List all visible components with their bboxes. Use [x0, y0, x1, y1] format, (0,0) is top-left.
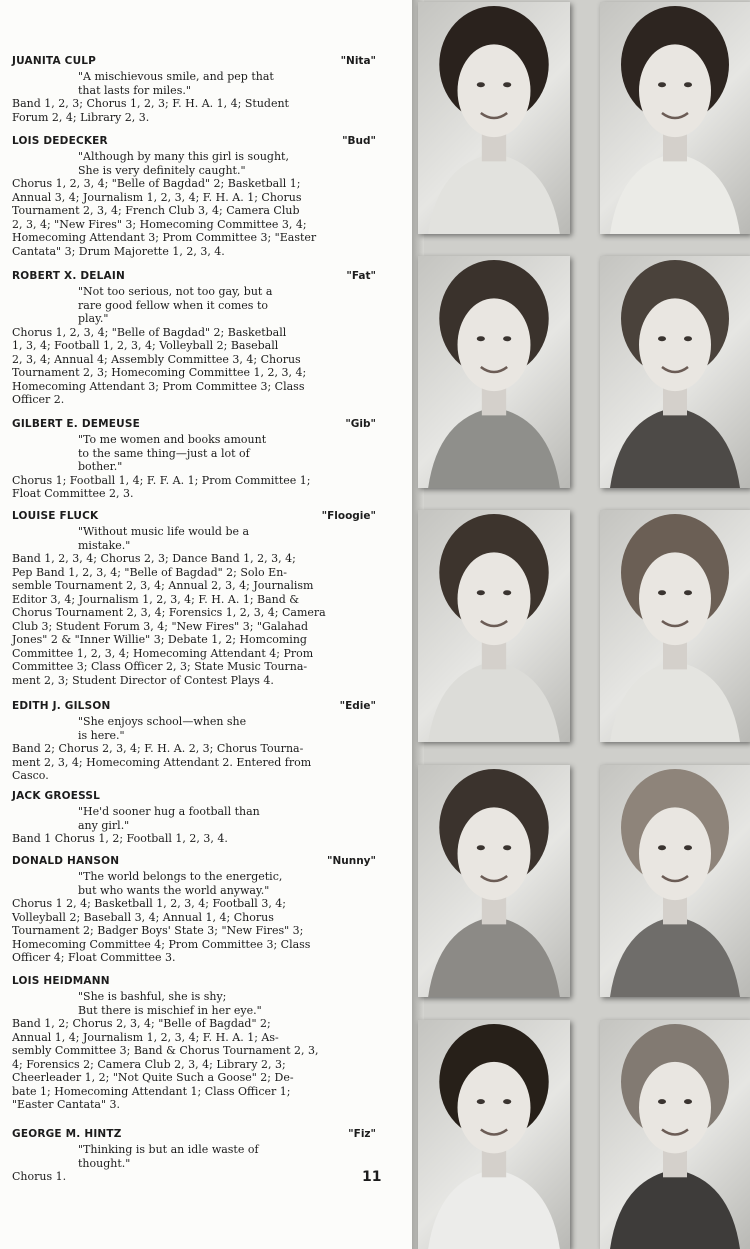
student-portrait — [418, 1020, 570, 1249]
student-portrait — [600, 2, 750, 234]
entry-header — [12, 55, 376, 70]
student-portrait — [418, 2, 570, 234]
portrait-eye — [477, 1099, 485, 1104]
student-activities-line: Editor 3, 4; Journalism 1, 2, 3, 4; F. H. A. 1; Band & — [12, 592, 300, 606]
portrait-face — [639, 298, 711, 391]
portrait-face — [639, 1062, 711, 1154]
portrait-face — [639, 552, 711, 645]
student-portrait — [418, 510, 570, 742]
student-name: GEORGE M. HINTZ — [12, 1128, 122, 1140]
senior-entry — [12, 510, 376, 687]
student-portrait — [600, 765, 750, 997]
student-activities-line: 2, 3, 4; "New Fires" 3; Homecoming Committee 3, 4; — [12, 217, 307, 231]
student-name: LOIS DEDECKER — [12, 135, 108, 147]
student-activities-line: Pep Band 1, 2, 3, 4; "Belle of Bagdad" 2; Solo En- — [12, 565, 287, 579]
student-activities-line: Homecoming Committee 4; Prom Committee 3; Class — [12, 937, 311, 951]
student-activities-line: 4; Forensics 2; Camera Club 2, 3, 4; Library 2, 3; — [12, 1057, 286, 1071]
entry-header — [12, 1128, 376, 1143]
student-name: DONALD HANSON — [12, 855, 120, 867]
student-quote-line: that lasts for miles." — [78, 83, 191, 97]
portrait-eye — [503, 590, 511, 595]
student-activities-line: Volleyball 2; Baseball 3, 4; Annual 1, 4; Chorus — [12, 910, 274, 924]
student-activities-line: Chorus 1, 2, 3, 4; "Belle of Bagdad" 2; Basketball — [12, 325, 287, 339]
portrait-eye — [477, 845, 485, 850]
student-activities-line: Chorus 1 2, 4; Basketball 1, 2, 3, 4; Football 3, 4; — [12, 897, 287, 910]
student-quote-line: thought." — [78, 1156, 131, 1170]
senior-entry — [12, 270, 376, 407]
senior-entry — [12, 700, 376, 783]
portrait-eye — [503, 1099, 511, 1104]
entry-header — [12, 418, 376, 433]
portrait-shoulders — [428, 1169, 560, 1249]
portrait-face — [458, 298, 531, 391]
student-nickname: "Gib" — [345, 418, 376, 430]
student-portrait — [600, 256, 750, 488]
student-quote-line: "A mischievous smile, and pep that — [78, 70, 274, 83]
portrait-eye — [503, 845, 511, 850]
student-quote-line: "Without music life would be a — [78, 525, 250, 538]
student-activities-line: 2, 3, 4; Annual 4; Assembly Committee 3, 4; Chorus — [12, 352, 301, 366]
student-name: LOUISE FLUCK — [12, 510, 99, 522]
portrait-eye — [658, 336, 666, 341]
student-portrait — [600, 1020, 750, 1249]
portrait-shoulders — [610, 916, 740, 997]
portrait-eye — [658, 845, 666, 850]
student-nickname: "Nita" — [340, 55, 376, 67]
student-activities-line: ment 2, 3; Student Director of Contest Plays 4. — [12, 673, 274, 687]
student-name: JACK GROESSL — [12, 790, 101, 802]
entry-header — [12, 135, 376, 150]
portrait-shoulders — [610, 661, 740, 742]
senior-entry — [12, 418, 376, 501]
portrait-eye — [684, 336, 692, 341]
student-quote-line: "Thinking is but an idle waste of — [78, 1143, 259, 1156]
student-name: LOIS HEIDMANN — [12, 975, 110, 987]
portrait-face — [458, 552, 531, 645]
student-quote-line: "To me women and books amount — [78, 433, 267, 446]
student-quote-line: bother." — [78, 460, 123, 473]
portrait-eye — [658, 1099, 666, 1104]
student-activities-line: Tournament 2, 3; Homecoming Committee 1, 2, 3, 4; — [12, 366, 307, 379]
portrait-eye — [684, 845, 692, 850]
student-quote-line: to the same thing—just a lot of — [78, 446, 250, 460]
student-activities-line: Chorus 1; Football 1, 4; F. F. A. 1; Prom Committee 1; — [12, 473, 311, 487]
student-activities-line: Cantata" 3; Drum Majorette 1, 2, 3, 4. — [12, 244, 225, 258]
student-portrait — [418, 765, 570, 997]
student-nickname: "Fiz" — [348, 1128, 376, 1140]
student-activities-line: Officer 2. — [12, 393, 65, 406]
student-quote-line: She is very definitely caught." — [78, 163, 246, 177]
student-activities-line: ment 2, 3, 4; Homecoming Attendant 2. Entered from — [12, 755, 312, 769]
portrait-shoulders — [428, 916, 560, 997]
student-activities-line: Annual 3, 4; Journalism 1, 2, 3, 4; F. H. A. 1; Chorus — [12, 190, 302, 204]
student-activities-line: Cheerleader 1, 2; "Not Quite Such a Goose" 2; De- — [12, 1071, 294, 1084]
portrait-eye — [684, 82, 692, 87]
student-portrait — [600, 510, 750, 742]
student-quote-line: any girl." — [78, 818, 130, 832]
portrait-eye — [684, 590, 692, 595]
student-activities-line: Band 1, 2; Chorus 2, 3, 4; "Belle of Bagdad" 2; — [12, 1017, 271, 1030]
student-nickname: "Floogie" — [321, 510, 376, 522]
student-activities-line: Homecoming Attendant 3; Prom Committee 3; "Easter — [12, 231, 317, 244]
portrait-face — [458, 44, 531, 137]
student-portrait — [418, 256, 570, 488]
student-activities-line: Club 3; Student Forum 3, 4; "New Fires" 3; "Galahad — [12, 619, 309, 633]
student-name: JUANITA CULP — [12, 55, 97, 67]
student-name: EDITH J. GILSON — [12, 700, 111, 712]
student-activities-line: semble Tournament 2, 3, 4; Annual 2, 3, 4; Journalism — [12, 579, 314, 592]
portrait-shoulders — [610, 407, 740, 488]
student-activities-line: Band 1 Chorus 1, 2; Football 1, 2, 3, 4. — [12, 832, 228, 845]
student-activities-line: Tournament 2, 3, 4; French Club 3, 4; Camera Club — [12, 204, 300, 217]
student-activities-line: sembly Committee 3; Band & Chorus Tournament 2, 3, — [12, 1044, 319, 1057]
portrait-eye — [477, 82, 485, 87]
student-activities-line: Committee 1, 2, 3, 4; Homecoming Attendant 4; Prom — [12, 646, 314, 660]
entry-header — [12, 975, 376, 990]
student-activities-line: "Easter Cantata" 3. — [12, 1098, 121, 1111]
student-activities-line: Band 1, 2, 3, 4; Chorus 2, 3; Dance Band 1, 2, 3, 4; — [12, 552, 296, 565]
portrait-face — [458, 807, 531, 900]
student-activities-line: Officer 4; Float Committee 3. — [12, 951, 176, 964]
entry-header — [12, 700, 376, 715]
student-activities-line: Chorus 1, 2, 3, 4; "Belle of Bagdad" 2; Basketball 1; — [12, 177, 301, 190]
student-activities-line: 1, 3, 4; Football 1, 2, 3, 4; Volleyball 2; Baseball — [12, 339, 279, 352]
student-activities-line: Casco. — [12, 769, 49, 782]
student-quote-line: "Although by many this girl is sought, — [78, 150, 289, 163]
student-quote-line: play." — [78, 312, 109, 325]
student-quote-line: rare good fellow when it comes to — [78, 298, 268, 312]
portrait-face — [458, 1062, 531, 1154]
senior-entry — [12, 975, 376, 1112]
student-quote-line: but who wants the world anyway." — [78, 883, 270, 897]
entry-header — [12, 790, 376, 805]
portrait-shoulders — [610, 1169, 740, 1249]
senior-entry — [12, 135, 376, 258]
senior-entry — [12, 790, 376, 846]
photo-strip — [412, 0, 750, 1249]
portrait-eye — [684, 1099, 692, 1104]
student-activities-line: Band 1, 2, 3; Chorus 1, 2, 3; F. H. A. 1, 4; Student — [12, 97, 289, 110]
student-nickname: "Fat" — [346, 270, 376, 282]
student-nickname: "Edie" — [339, 700, 376, 712]
student-name: GILBERT E. DEMEUSE — [12, 418, 141, 430]
portrait-shoulders — [428, 661, 560, 742]
student-quote-line: mistake." — [78, 538, 131, 552]
page-number: 11 — [362, 1169, 382, 1185]
student-activities-line: Committee 3; Class Officer 2, 3; State Music Tourna- — [12, 660, 308, 673]
portrait-shoulders — [428, 407, 560, 488]
student-quote-line: "She is bashful, she is shy; — [78, 990, 227, 1003]
student-activities-line: Float Committee 2, 3. — [12, 487, 134, 500]
portrait-face — [639, 44, 711, 137]
senior-entry — [12, 55, 376, 124]
portrait-shoulders — [610, 153, 740, 234]
student-name: ROBERT X. DELAIN — [12, 270, 125, 282]
student-activities-line: Band 2; Chorus 2, 3, 4; F. H. A. 2, 3; Chorus Tourna- — [12, 742, 304, 755]
portrait-eye — [658, 590, 666, 595]
student-quote-line: But there is mischief in her eye." — [78, 1003, 262, 1017]
student-activities-line: bate 1; Homecoming Attendant 1; Class Officer 1; — [12, 1084, 291, 1098]
portrait-face — [639, 807, 711, 900]
entry-header — [12, 855, 376, 870]
student-activities-line: Forum 2, 4; Library 2, 3. — [12, 110, 150, 124]
student-activities-line: Annual 1, 4; Journalism 1, 2, 3, 4; F. H. A. 1; As- — [12, 1030, 279, 1044]
student-nickname: "Bud" — [342, 135, 376, 147]
senior-entry — [12, 855, 376, 965]
portrait-eye — [503, 336, 511, 341]
student-activities-line: Jones" 2 & "Inner Willie" 3; Debate 1, 2; Homcoming — [12, 633, 307, 646]
portrait-eye — [658, 82, 666, 87]
student-activities-line: Tournament 2; Badger Boys' State 3; "New Fires" 3; — [12, 924, 304, 937]
student-activities-line: Chorus 1. — [12, 1170, 67, 1183]
student-activities-line: Homecoming Attendant 3; Prom Committee 3; Class — [12, 379, 305, 393]
portrait-eye — [477, 590, 485, 595]
portrait-eye — [503, 82, 511, 87]
senior-entry — [12, 1128, 376, 1184]
student-quote-line: is here." — [78, 728, 125, 742]
portrait-shoulders — [428, 153, 560, 234]
entry-header — [12, 270, 376, 285]
portrait-eye — [477, 336, 485, 341]
student-quote-line: "He'd sooner hug a football than — [78, 805, 260, 818]
student-activities-line: Chorus Tournament 2, 3, 4; Forensics 1, 2, 3, 4; Camera — [12, 606, 326, 619]
student-quote-line: "She enjoys school—when she — [78, 715, 247, 728]
entry-header — [12, 510, 376, 525]
student-nickname: "Nunny" — [327, 855, 376, 867]
student-quote-line: "The world belongs to the energetic, — [78, 870, 283, 883]
student-quote-line: "Not too serious, not too gay, but a — [78, 285, 273, 298]
